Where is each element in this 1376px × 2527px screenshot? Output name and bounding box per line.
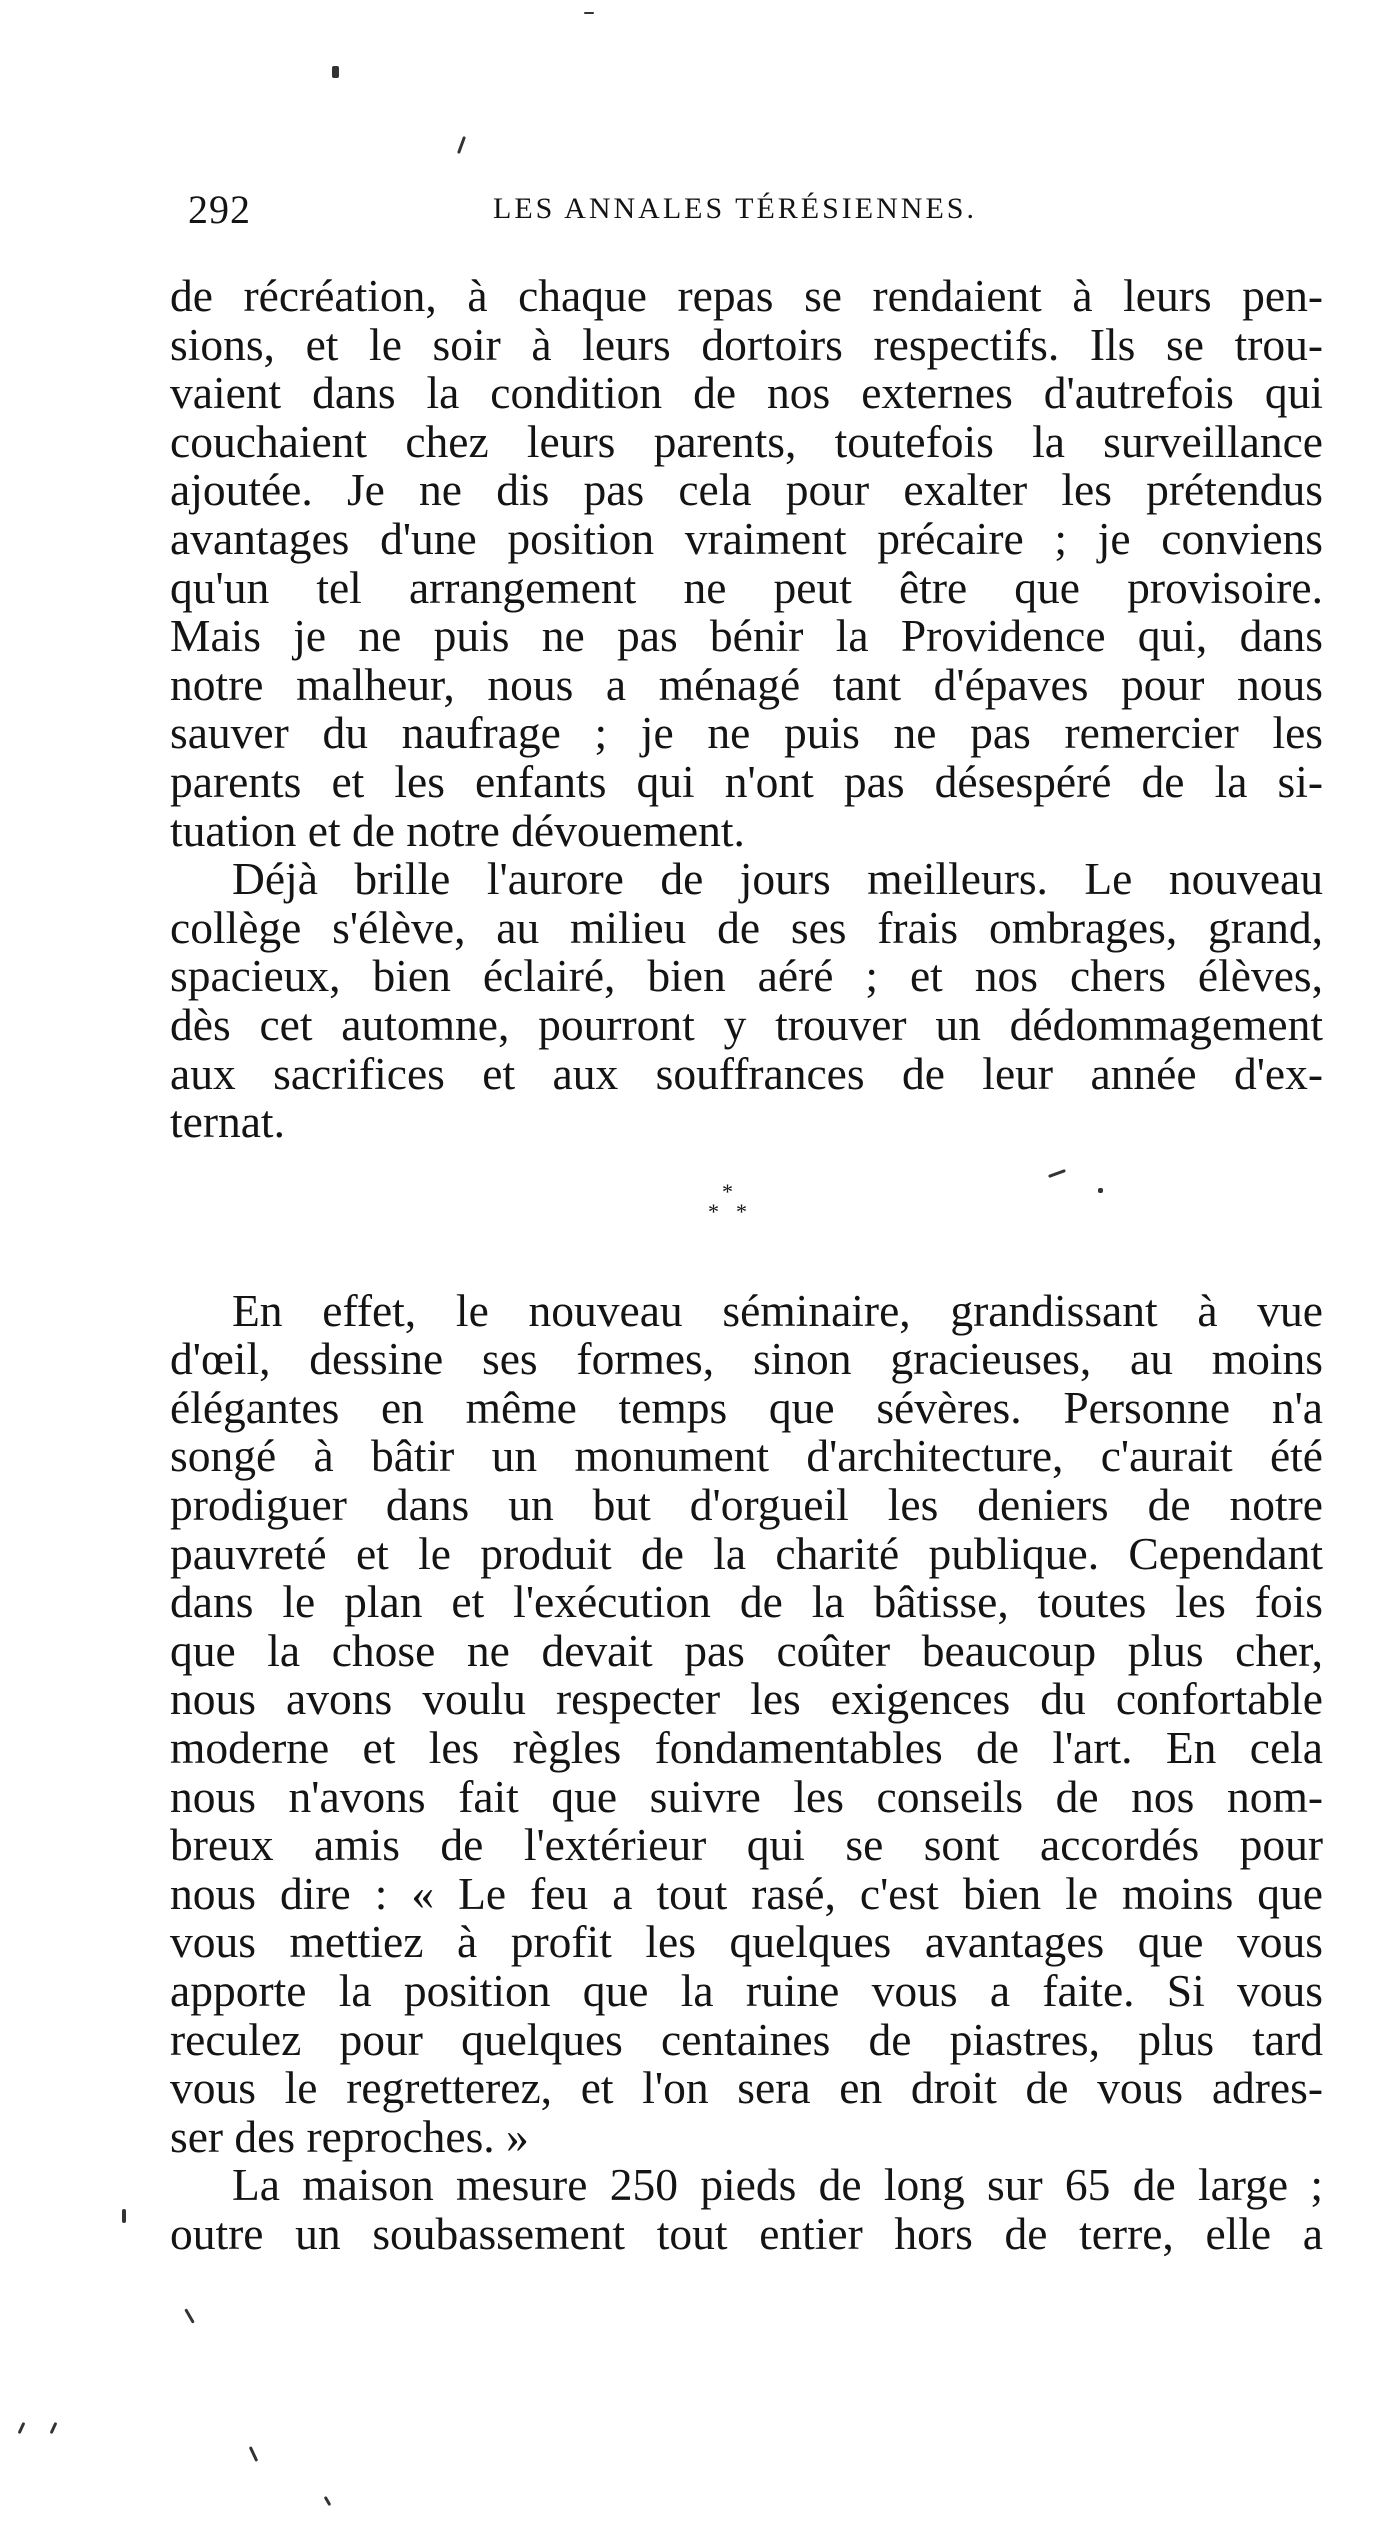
text-line: sions, et le soir à leurs dortoirs respectifs. Ils se trou-: [170, 318, 1323, 370]
text-line: sauver du naufrage ; je ne puis ne pas remercier les: [170, 707, 1323, 759]
scan-speck: [18, 2422, 26, 2434]
text-line: vous le regretterez, et l'on sera en droit de vous adres-: [170, 2062, 1323, 2114]
text-line: apporte la position que la ruine vous a faite. Si vous: [170, 1965, 1323, 2016]
scan-speck: [324, 2496, 332, 2506]
text-line: vous mettiez à profit les quelques avantages que vous: [170, 1916, 1323, 1968]
paragraph-3: [170, 1284, 1323, 2162]
text-line: élégantes en même temps que sévères. Personne n'a: [170, 1381, 1323, 1433]
paragraph-2: [170, 855, 1323, 1147]
text-line: couchaient chez leurs parents, toutefois la surveillance: [170, 415, 1323, 467]
scan-speck: [457, 136, 466, 154]
text-line: notre malheur, nous a ménagé tant d'épaves pour nous: [170, 658, 1323, 710]
text-line: moderne et les règles fondamentables de l'art. En cela: [170, 1722, 1323, 1774]
text-line: ternat.: [170, 1096, 285, 1148]
page-number: 292: [188, 187, 251, 232]
text-line: nous avons voulu respecter les exigences du confortable: [170, 1673, 1323, 1725]
text-line: avantages d'une position vraiment précaire ; je conviens: [170, 512, 1323, 564]
text-line: En effet, le nouveau séminaire, grandissant à vue: [232, 1284, 1323, 1336]
text-line: songé à bâtir un monument d'architecture, c'aurait été: [170, 1430, 1323, 1482]
text-line: de récréation, à chaque repas se rendaient à leurs pen-: [170, 270, 1323, 321]
paragraph-1: [170, 272, 1323, 855]
ornament-star: *: [736, 1198, 747, 1224]
text-line: Mais je ne puis ne pas bénir la Providence qui, dans: [170, 610, 1323, 662]
text-line: Déjà brille l'aurore de jours meilleurs. Le nouveau: [232, 853, 1323, 905]
text-line: vaient dans la condition de nos externes d'autrefois qui: [170, 367, 1323, 419]
text-line: outre un soubassement tout entier hors de terre, elle a: [170, 2207, 1323, 2259]
text-line: La maison mesure 250 pieds de long sur 65 de large ;: [232, 2159, 1323, 2211]
body-text: [170, 272, 1323, 2259]
ornament-star: *: [708, 1198, 719, 1224]
text-line: breux amis de l'extérieur qui se sont accordés pour: [170, 1819, 1323, 1871]
text-line: reculez pour quelques centaines de piastres, plus tard: [170, 2013, 1323, 2065]
text-line: pauvreté et le produit de la charité publique. Cependant: [170, 1527, 1323, 1579]
text-line: que la chose ne devait pas coûter beaucoup plus cher,: [170, 1624, 1323, 1676]
text-line: d'œil, dessine ses formes, sinon gracieuses, au moins: [170, 1333, 1323, 1385]
text-line: dès cet automne, pourront y trouver un dédommagement: [170, 998, 1323, 1050]
paragraph-4: [170, 2161, 1323, 2258]
scan-speck: [1098, 1188, 1103, 1193]
text-line: spacieux, bien éclairé, bien aéré ; et nos chers élèves,: [170, 950, 1323, 1002]
text-line: nous n'avons fait que suivre les conseils de nos nom-: [170, 1770, 1323, 1822]
scan-speck: [184, 2308, 195, 2323]
asterism-ornament: [170, 1147, 1323, 1287]
text-line: qu'un tel arrangement ne peut être que provisoire.: [170, 561, 1323, 613]
text-line: collège s'élève, au milieu de ses frais ombrages, grand,: [170, 901, 1323, 953]
running-title: LES ANNALES TÉRÉSIENNES.: [493, 192, 977, 225]
text-line: prodiguer dans un but d'orgueil les deniers de notre: [170, 1479, 1323, 1531]
text-line: ajoutée. Je ne dis pas cela pour exalter les prétendus: [170, 464, 1323, 516]
scan-speck: [50, 2422, 58, 2434]
scan-speck: [249, 2446, 258, 2462]
scan-speck: [122, 2209, 126, 2223]
text-line: aux sacrifices et aux souffrances de leur année d'ex-: [170, 1047, 1323, 1099]
text-line: ser des reproches. »: [170, 2110, 529, 2162]
text-line: parents et les enfants qui n'ont pas désespéré de la si-: [170, 755, 1323, 807]
scan-speck: [332, 66, 339, 78]
text-line: dans le plan et l'exécution de la bâtisse, toutes les fois: [170, 1576, 1323, 1628]
ornament-star: *: [722, 1178, 733, 1204]
page-header: [188, 186, 1323, 236]
scan-speck: [584, 12, 594, 14]
text-line: nous dire : « Le feu a tout rasé, c'est bien le moins que: [170, 1867, 1323, 1919]
text-line: tuation et de notre dévouement.: [170, 804, 745, 856]
